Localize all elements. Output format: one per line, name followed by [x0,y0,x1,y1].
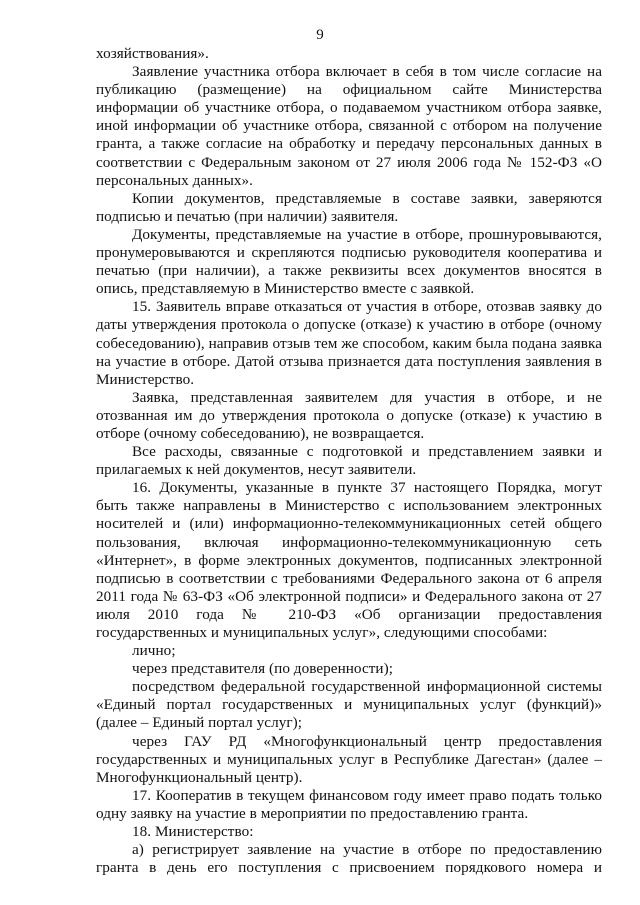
list-item: через представителя (по доверенности); [132,660,393,678]
paragraph: Все расходы, связанные с подготовкой и представлением заявки и прилагаемых к ней документов, несут заявители. [96,443,602,479]
paragraph: Копии документов, представляемые в составе заявки, заверяются подписью и печатью (при наличии) заявителя. [96,189,602,225]
list-item: лично; [132,642,176,660]
paragraph: 16. Документы, указанные в пункте 37 настоящего Порядка, могут быть также направлены в Министерство с использованием электронных носителей и (или) информационно-телекоммуникационных сетей общего пользования, включая информационно-телекоммуникационную сеть «Интернет», в форме электронных документов, подписанных электронной подписью в соответствии с требованиями Федерального закона от 6 апреля 2011 года № 63-ФЗ «Об электронной подписи» и Федерального закона от 27 июля 2010 года № 210-ФЗ «Об организации предоставления государственных и муниципальных услуг», следующими способами: [96,479,602,641]
paragraph: а) регистрирует заявление на участие в отборе по предоставлению гранта в день его поступления с присвоением порядкового номера и [96,841,602,877]
paragraph: 17. Кооператив в текущем финансовом году имеет право подать только одну заявку на участие в мероприятии по предоставлению гранта. [96,786,602,822]
paragraph: Заявление участника отбора включает в себя в том числе согласие на публикацию (размещение) на официальном сайте Министерства информации об участнике отбора, о подаваемом участником отбора заявке, иной информации об участнике отбора, связанной с отбором на получение гранта, а также согласие на обработку и передачу персональных данных в соответствии с Федеральным законом от 27 июля 2006 года № 152-ФЗ «О персональных данных». [96,63,602,189]
paragraph: 18. Министерство: [132,823,254,841]
document-body [96,45,602,877]
list-item: через ГАУ РД «Многофункциональный центр предоставления государственных и муниципальных услуг в Республике Дагестан» (далее – Многофункциональный центр). [96,732,602,786]
paragraph: 15. Заявитель вправе отказаться от участия в отборе, отозвав заявку до даты утверждения протокола о допуске (отказе) к участию в отборе (очному собеседованию), направив отзыв тем же способом, каким была подана заявка на участие в отборе. Датой отзыва признается дата поступления заявления в Министерство. [96,298,602,388]
paragraph: Документы, представляемые на участие в отборе, прошнуровываются, пронумеровываются и скрепляются подписью руководителя кооператива и печатью (при наличии), а также реквизиты всех документов вносятся в опись, представляемую в Министерство вместе с заявкой. [96,225,602,298]
paragraph: Заявка, представленная заявителем для участия в отборе, и не отозванная им до утверждения протокола о допуске (отказе) к участию в отборе (очному собеседованию), не возвращается. [96,388,602,442]
page-number: 9 [316,27,324,43]
paragraph: хозяйствования». [96,45,209,62]
list-item: посредством федеральной государственной информационной системы «Единый портал государственных и муниципальных услуг (функций)» (далее – Единый портал услуг); [96,678,602,732]
